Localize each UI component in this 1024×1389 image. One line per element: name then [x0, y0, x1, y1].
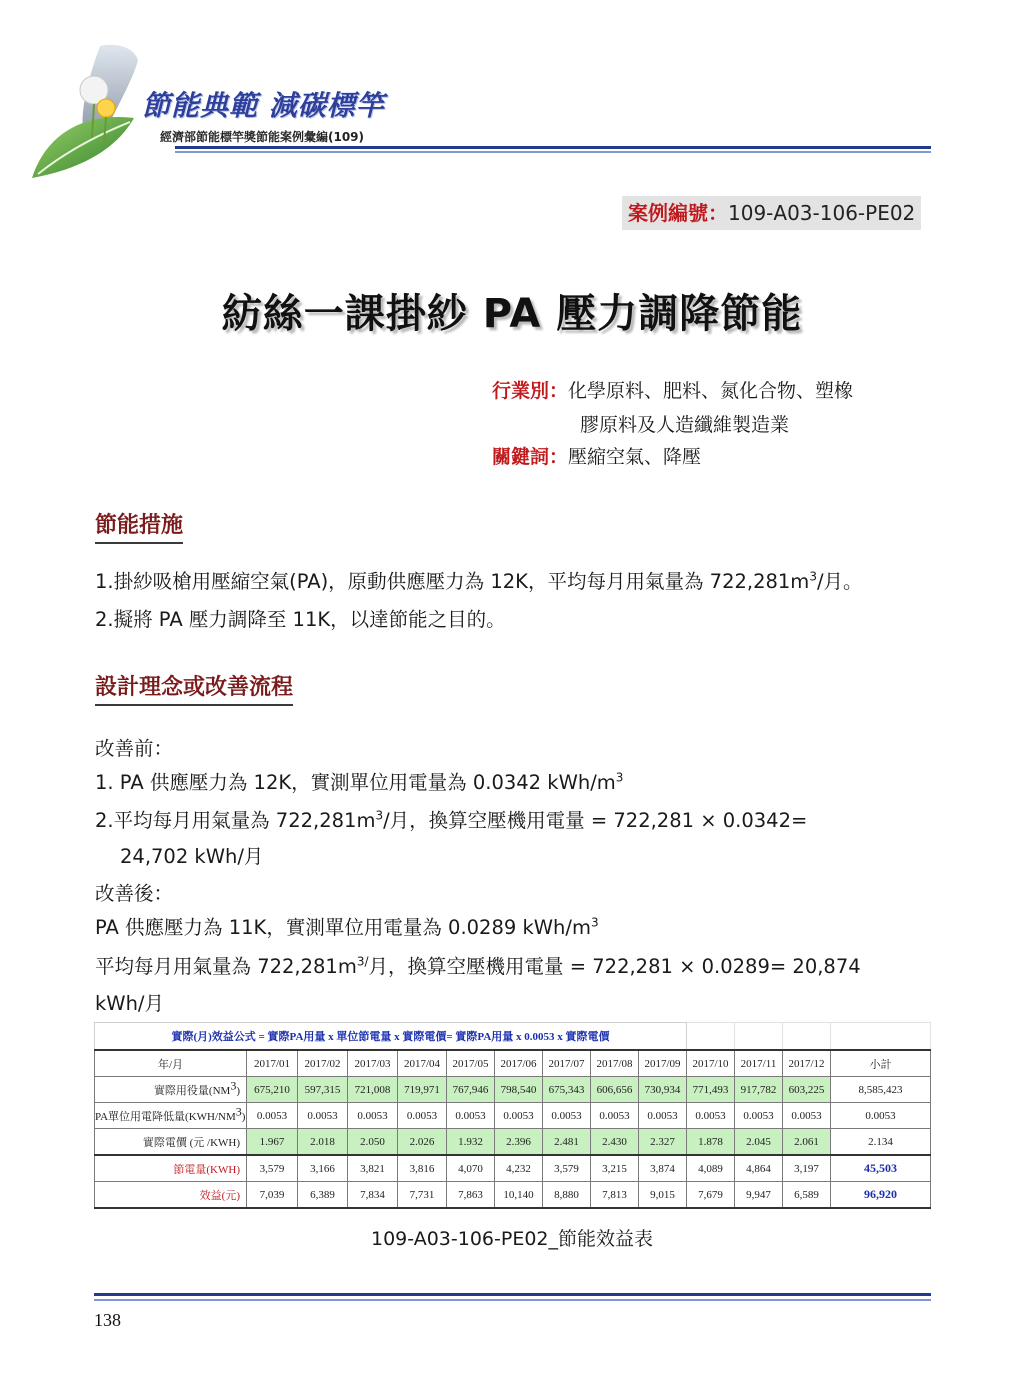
table-cell: 3,816: [398, 1155, 447, 1182]
table-cell: 6,389: [298, 1182, 348, 1209]
total-cell: 0.0053: [831, 1103, 931, 1129]
text: /月，換算空壓機用電量 = 722,281 × 0.0342=: [383, 809, 808, 832]
table-cell: 606,656: [591, 1077, 639, 1103]
formula-row: [95, 1023, 931, 1051]
total-cell: 8,585,423: [831, 1077, 931, 1103]
table-cell: 0.0053: [543, 1103, 591, 1129]
industry-label: 行業別：: [492, 380, 569, 402]
table-cell: 7,731: [398, 1182, 447, 1209]
after-line-2-cont: kWh/月: [95, 992, 165, 1015]
header-subtitle: 經濟部節能標竿獎節能案例彙編(109): [160, 130, 365, 144]
table-cell: 0.0053: [591, 1103, 639, 1129]
table-cell: 4,089: [687, 1155, 735, 1182]
table-cell: 1.878: [687, 1129, 735, 1156]
header-divider-thin: [175, 151, 931, 153]
header-divider: [175, 146, 931, 149]
table-cell: 2.026: [398, 1129, 447, 1156]
case-number-box: [622, 196, 921, 230]
table-cell: 0.0053: [447, 1103, 495, 1129]
industry-value-cont: 膠原料及人造纖維製造業: [580, 414, 790, 436]
table-cell: 0.0053: [247, 1103, 298, 1129]
table-cell: 675,343: [543, 1077, 591, 1103]
before-line-1: [95, 767, 623, 795]
table-cell: 0.0053: [298, 1103, 348, 1129]
industry-value: 化學原料、肥料、氮化合物、塑橡: [568, 380, 854, 402]
blank-cell: [831, 1023, 931, 1051]
section-heading-design: 設計理念或改善流程: [95, 670, 293, 706]
table-cell: 9,015: [639, 1182, 687, 1209]
keywords-label: 關鍵詞：: [492, 446, 569, 468]
blank-cell: [783, 1023, 831, 1051]
table-cell: 8,880: [543, 1182, 591, 1209]
footer-divider: [94, 1293, 931, 1296]
blank-cell: [735, 1023, 783, 1051]
table-cell: 6,589: [783, 1182, 831, 1209]
total-cell: 45,503: [831, 1155, 931, 1182]
case-number-value: 109-A03-106-PE02: [728, 201, 916, 225]
table-cell: 767,946: [447, 1077, 495, 1103]
text: ): [236, 1084, 240, 1097]
table-cell: 0.0053: [687, 1103, 735, 1129]
table-cell: 603,225: [783, 1077, 831, 1103]
savings-table: [94, 1022, 931, 1209]
table-cell: 0.0053: [348, 1103, 398, 1129]
month-header: 2017/03: [348, 1050, 398, 1077]
table-cell: 597,315: [298, 1077, 348, 1103]
table-cell: 10,140: [495, 1182, 543, 1209]
footer-divider-thin: [94, 1299, 931, 1301]
table-cell: 798,540: [495, 1077, 543, 1103]
row-label: 節電量(KWH): [95, 1155, 247, 1182]
before-label: 改善前：: [95, 737, 174, 760]
measure-line-1: [95, 566, 863, 594]
table-row: [95, 1155, 931, 1182]
table-cell: 3,874: [639, 1155, 687, 1182]
industry-line: [492, 376, 853, 403]
superscript: 3: [230, 1077, 237, 1092]
table-cell: 2.045: [735, 1129, 783, 1156]
table-cell: 3,821: [348, 1155, 398, 1182]
section-heading-measures: 節能措施: [95, 508, 183, 544]
table-cell: 7,813: [591, 1182, 639, 1209]
table-cell: 7,039: [247, 1182, 298, 1209]
month-header: 2017/01: [247, 1050, 298, 1077]
table-cell: 0.0053: [639, 1103, 687, 1129]
header-title: 節能典範 減碳標竿: [142, 89, 385, 122]
superscript: 3: [590, 915, 599, 930]
table-cell: 730,934: [639, 1077, 687, 1103]
table-cell: 771,493: [687, 1077, 735, 1103]
table-cell: 0.0053: [398, 1103, 447, 1129]
table-cell: 0.0053: [783, 1103, 831, 1129]
table-cell: 2.061: [783, 1129, 831, 1156]
before-line-2-cont: 24,702 kWh/月: [120, 845, 264, 868]
table-cell: 7,834: [348, 1182, 398, 1209]
table-cell: 675,210: [247, 1077, 298, 1103]
text: PA單位用電降低量(KWH/NM: [95, 1110, 236, 1123]
table-row: [95, 1103, 931, 1129]
month-header: 2017/02: [298, 1050, 348, 1077]
blank-cell: [687, 1023, 735, 1051]
month-header: 2017/05: [447, 1050, 495, 1077]
month-header: 2017/07: [543, 1050, 591, 1077]
total-header: 小計: [831, 1050, 931, 1077]
month-header: 2017/06: [495, 1050, 543, 1077]
table-cell: 4,232: [495, 1155, 543, 1182]
keywords-line: [492, 442, 701, 469]
table-cell: 719,971: [398, 1077, 447, 1103]
table-cell: 721,008: [348, 1077, 398, 1103]
row-label: [95, 1077, 247, 1103]
text: 月，換算空壓機用電量 = 722,281 × 0.0289= 20,874: [368, 955, 861, 978]
superscript: 3: [375, 808, 384, 823]
table-cell: 1.967: [247, 1129, 298, 1156]
superscript: 3/: [356, 954, 369, 969]
month-header: 2017/09: [639, 1050, 687, 1077]
table-cell: 7,863: [447, 1182, 495, 1209]
total-cell: 2.134: [831, 1129, 931, 1156]
before-line-2: [95, 805, 807, 833]
table-cell: 2.430: [591, 1129, 639, 1156]
table-cell: 4,864: [735, 1155, 783, 1182]
superscript: 3: [235, 1103, 242, 1118]
table-cell: 3,166: [298, 1155, 348, 1182]
table-cell: 1.932: [447, 1129, 495, 1156]
table-cell: 2.396: [495, 1129, 543, 1156]
after-label: 改善後：: [95, 882, 174, 905]
table-cell: 9,947: [735, 1182, 783, 1209]
table-cell: 7,679: [687, 1182, 735, 1209]
table-cell: 0.0053: [495, 1103, 543, 1129]
text: 平均每月用氣量為 722,281m: [95, 955, 357, 978]
month-header: 2017/12: [783, 1050, 831, 1077]
month-header: 2017/11: [735, 1050, 783, 1077]
formula-cell: 實際(月)效益公式 = 實際PA用量 x 單位節電量 x 實際電價= 實際PA用量 x 0.0053 x 實際電價: [95, 1023, 687, 1051]
table-cell: 917,782: [735, 1077, 783, 1103]
table-row: [95, 1077, 931, 1103]
after-line-2: [95, 951, 861, 979]
table-row: [95, 1129, 931, 1156]
case-number-label: 案例編號：: [628, 201, 728, 225]
row-label: 實際電價 (元 /KWH): [95, 1129, 247, 1156]
page-number: 138: [94, 1310, 121, 1330]
text: 2.平均每月用氣量為 722,281m: [95, 809, 376, 832]
text: 實際用役量(NM: [153, 1084, 231, 1097]
table-cell: 3,579: [543, 1155, 591, 1182]
table-cell: 2.481: [543, 1129, 591, 1156]
header-row: [95, 1050, 931, 1077]
table-cell: 3,579: [247, 1155, 298, 1182]
table-row: [95, 1182, 931, 1209]
table-cell: 2.018: [298, 1129, 348, 1156]
row-label: [95, 1103, 247, 1129]
measure-line-2: 2.擬將 PA 壓力調降至 11K，以達節能之目的。: [95, 608, 506, 631]
table-cell: 2.050: [348, 1129, 398, 1156]
table-cell: 2.327: [639, 1129, 687, 1156]
text: /月。: [816, 570, 863, 593]
after-line-1: [95, 912, 599, 940]
superscript: 3: [809, 569, 817, 584]
table-cell: 4,070: [447, 1155, 495, 1182]
document-title: 紡絲一課掛紗 PA 壓力調降節能: [221, 291, 803, 337]
text: 1. PA 供應壓力為 12K，實測單位用電量為 0.0342 kWh/m: [95, 771, 616, 794]
table-cell: 0.0053: [735, 1103, 783, 1129]
month-header: 2017/08: [591, 1050, 639, 1077]
text: PA 供應壓力為 11K，實測單位用電量為 0.0289 kWh/m: [95, 916, 591, 939]
keywords-value: 壓縮空氣、降壓: [568, 446, 702, 468]
month-header: 2017/04: [398, 1050, 447, 1077]
total-cell: 96,920: [831, 1182, 931, 1209]
header-label: 年/月: [95, 1050, 247, 1077]
month-header: 2017/10: [687, 1050, 735, 1077]
row-label: 效益(元): [95, 1182, 247, 1209]
table-cell: 3,215: [591, 1155, 639, 1182]
superscript: 3: [615, 770, 624, 785]
text: ): [241, 1110, 246, 1123]
table-caption: 109-A03-106-PE02_節能效益表: [371, 1228, 653, 1250]
text: 1.掛紗吸槍用壓縮空氣(PA)，原動供應壓力為 12K，平均每月用氣量為 722,281m: [95, 570, 810, 593]
table-cell: 3,197: [783, 1155, 831, 1182]
